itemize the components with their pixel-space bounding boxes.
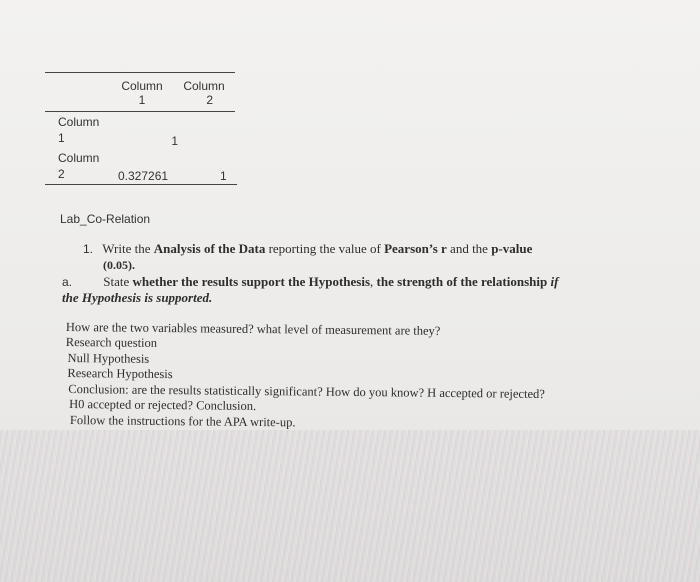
instruction-line: Conclusion: are the results statistically significant? How do you know? H accepted or rejected? bbox=[68, 382, 545, 402]
instruction-line: Research question bbox=[65, 334, 158, 350]
header-number: 1 bbox=[138, 93, 146, 107]
cell-r1-c1: 1 bbox=[171, 134, 178, 148]
row-number: 1 bbox=[58, 131, 65, 145]
instruction-line: H0 accepted or rejected? Conclusion. bbox=[69, 397, 257, 413]
header-label: Column bbox=[121, 79, 163, 93]
instruction-line: Research Hypothesis bbox=[67, 366, 173, 382]
lab-title: Lab_Co-Relation bbox=[60, 212, 151, 226]
row-label-column-2 bbox=[58, 151, 99, 181]
instruction-line: Follow the instructions for the APA write-up. bbox=[69, 413, 296, 430]
table-top-rule bbox=[45, 72, 235, 73]
table-header-rule bbox=[45, 111, 235, 112]
cell-r2-c1: 0.327261 bbox=[118, 169, 169, 183]
cell-r2-c2: 1 bbox=[220, 169, 227, 183]
header-label: Column bbox=[183, 79, 225, 93]
instruction-line: Null Hypothesis bbox=[67, 351, 150, 366]
row-label: Column bbox=[58, 115, 100, 129]
qa-line2: the Hypothesis is supported. bbox=[62, 290, 213, 305]
header-column-2 bbox=[175, 79, 233, 107]
question-1 bbox=[83, 241, 643, 273]
screen-moire-pattern bbox=[0, 430, 700, 582]
q1-text: Write the Analysis of the Data reporting the value of Pearson’s r and the p-value bbox=[102, 241, 533, 256]
question-a bbox=[62, 274, 642, 306]
row-label-column-1 bbox=[58, 115, 99, 145]
instruction-list bbox=[65, 320, 626, 446]
question-letter: a. bbox=[62, 275, 73, 289]
row-number: 2 bbox=[58, 167, 65, 181]
q1-line2: (0.05). bbox=[103, 258, 135, 272]
row-label: Column bbox=[58, 151, 100, 165]
header-column-1 bbox=[112, 79, 172, 107]
instruction-line: How are the two variables measured? what level of measurement are they? bbox=[65, 320, 441, 338]
question-number: 1. bbox=[83, 242, 94, 256]
qa-text: State whether the results support the Hypothesis, the strength of the relationship if bbox=[103, 274, 559, 289]
table-bottom-rule bbox=[45, 184, 237, 185]
header-number: 2 bbox=[206, 93, 213, 107]
